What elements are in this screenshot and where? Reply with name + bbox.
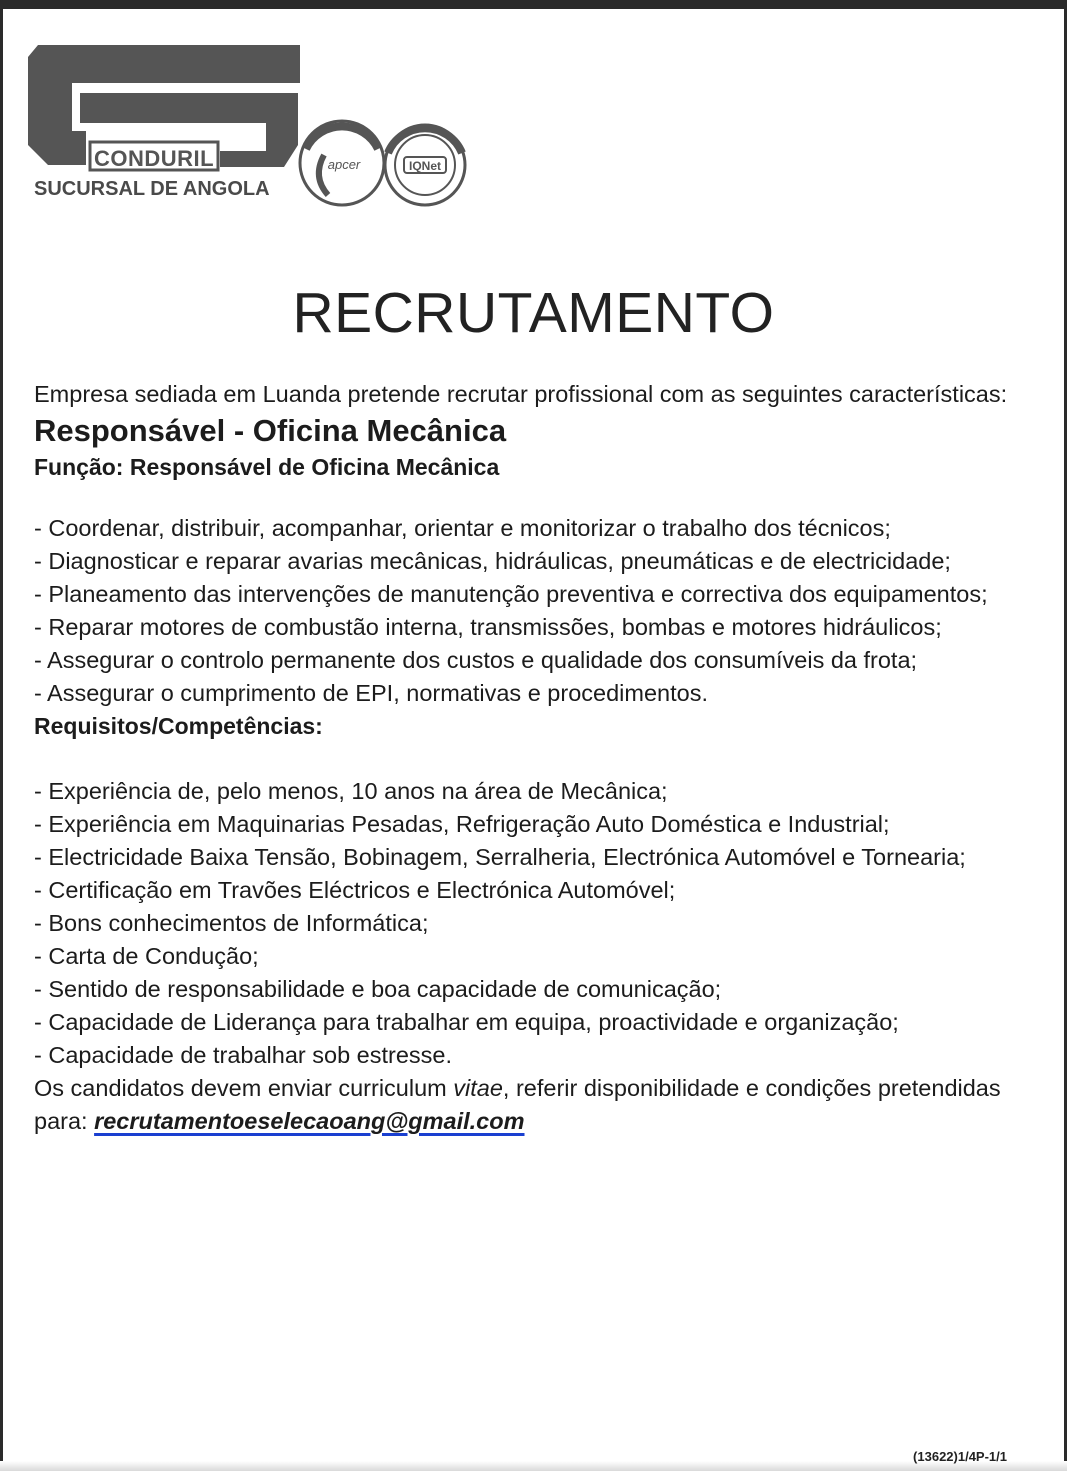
apcer-seal xyxy=(300,121,384,205)
requirements-label: Requisitos/Competências: xyxy=(34,713,323,739)
requirement-item: - Bons conhecimentos de Informática; xyxy=(34,910,429,936)
requirement-item: - Certificação em Travões Eléctricos e Electrónica Automóvel; xyxy=(34,877,676,903)
requirement-item: - Experiência em Maquinarias Pesadas, Refrigeração Auto Doméstica e Industrial; xyxy=(34,811,890,837)
closing-text-start: Os candidatos devem enviar curriculum xyxy=(34,1075,454,1101)
company-name: CONDURIL xyxy=(94,146,215,171)
duty-item: - Planeamento das intervenções de manutenção preventiva e correctiva dos equipamentos; xyxy=(34,581,988,607)
function-label: Função: Responsável de Oficina Mecânica xyxy=(34,454,500,480)
page-title: RECRUTAMENTO xyxy=(292,281,775,345)
requirements-list xyxy=(34,775,1038,1072)
duty-item: - Reparar motores de combustão interna, transmissões, bombas e motores hidráulicos; xyxy=(34,614,942,640)
reference-code: (13622)1/4P-1/1 xyxy=(913,1449,1007,1464)
bottom-shade xyxy=(0,1461,1067,1471)
requirement-item: - Electricidade Baixa Tensão, Bobinagem, Serralheria, Electrónica Automóvel e Tornearia; xyxy=(34,844,966,870)
apcer-seal-label: apcer xyxy=(327,157,361,172)
closing-text xyxy=(34,1072,1038,1138)
requirement-item: - Sentido de responsabilidade e boa capacidade de comunicação; xyxy=(34,976,722,1002)
duty-item: - Diagnosticar e reparar avarias mecânicas, hidráulicas, pneumáticas e de electricidade; xyxy=(34,548,951,574)
closing-italic-word: vitae xyxy=(453,1075,503,1101)
duty-item: - Assegurar o cumprimento de EPI, normativas e procedimentos. xyxy=(34,680,708,706)
duties-list xyxy=(34,512,1038,710)
requirement-item: - Experiência de, pelo menos, 10 anos na área de Mecânica; xyxy=(34,778,668,804)
requirement-item: - Carta de Condução; xyxy=(34,943,259,969)
ad-body xyxy=(34,378,1038,1138)
branch-name: SUCURSAL DE ANGOLA xyxy=(34,178,270,200)
intro-text: Empresa sediada em Luanda pretende recrutar profissional com as seguintes características: xyxy=(34,381,1008,407)
requirement-item: - Capacidade de Liderança para trabalhar em equipa, proactividade e organização; xyxy=(34,1009,899,1035)
duty-item: - Coordenar, distribuir, acompanhar, orientar e monitorizar o trabalho dos técnicos; xyxy=(34,515,891,541)
requirement-item: - Capacidade de trabalhar sob estresse. xyxy=(34,1042,453,1068)
email-link[interactable]: recrutamentoeselecaoang@gmail.com xyxy=(94,1108,525,1134)
iqnet-seal-label: IQNet xyxy=(408,159,442,173)
position-title: Responsável - Oficina Mecânica xyxy=(34,413,507,448)
closing-text-end: , referir disponibilidade e condições pretendidas para: xyxy=(34,1075,1001,1134)
duty-item: - Assegurar o controlo permanente dos custos e qualidade dos consumíveis da frota; xyxy=(34,647,918,673)
iqnet-seal xyxy=(385,125,465,205)
